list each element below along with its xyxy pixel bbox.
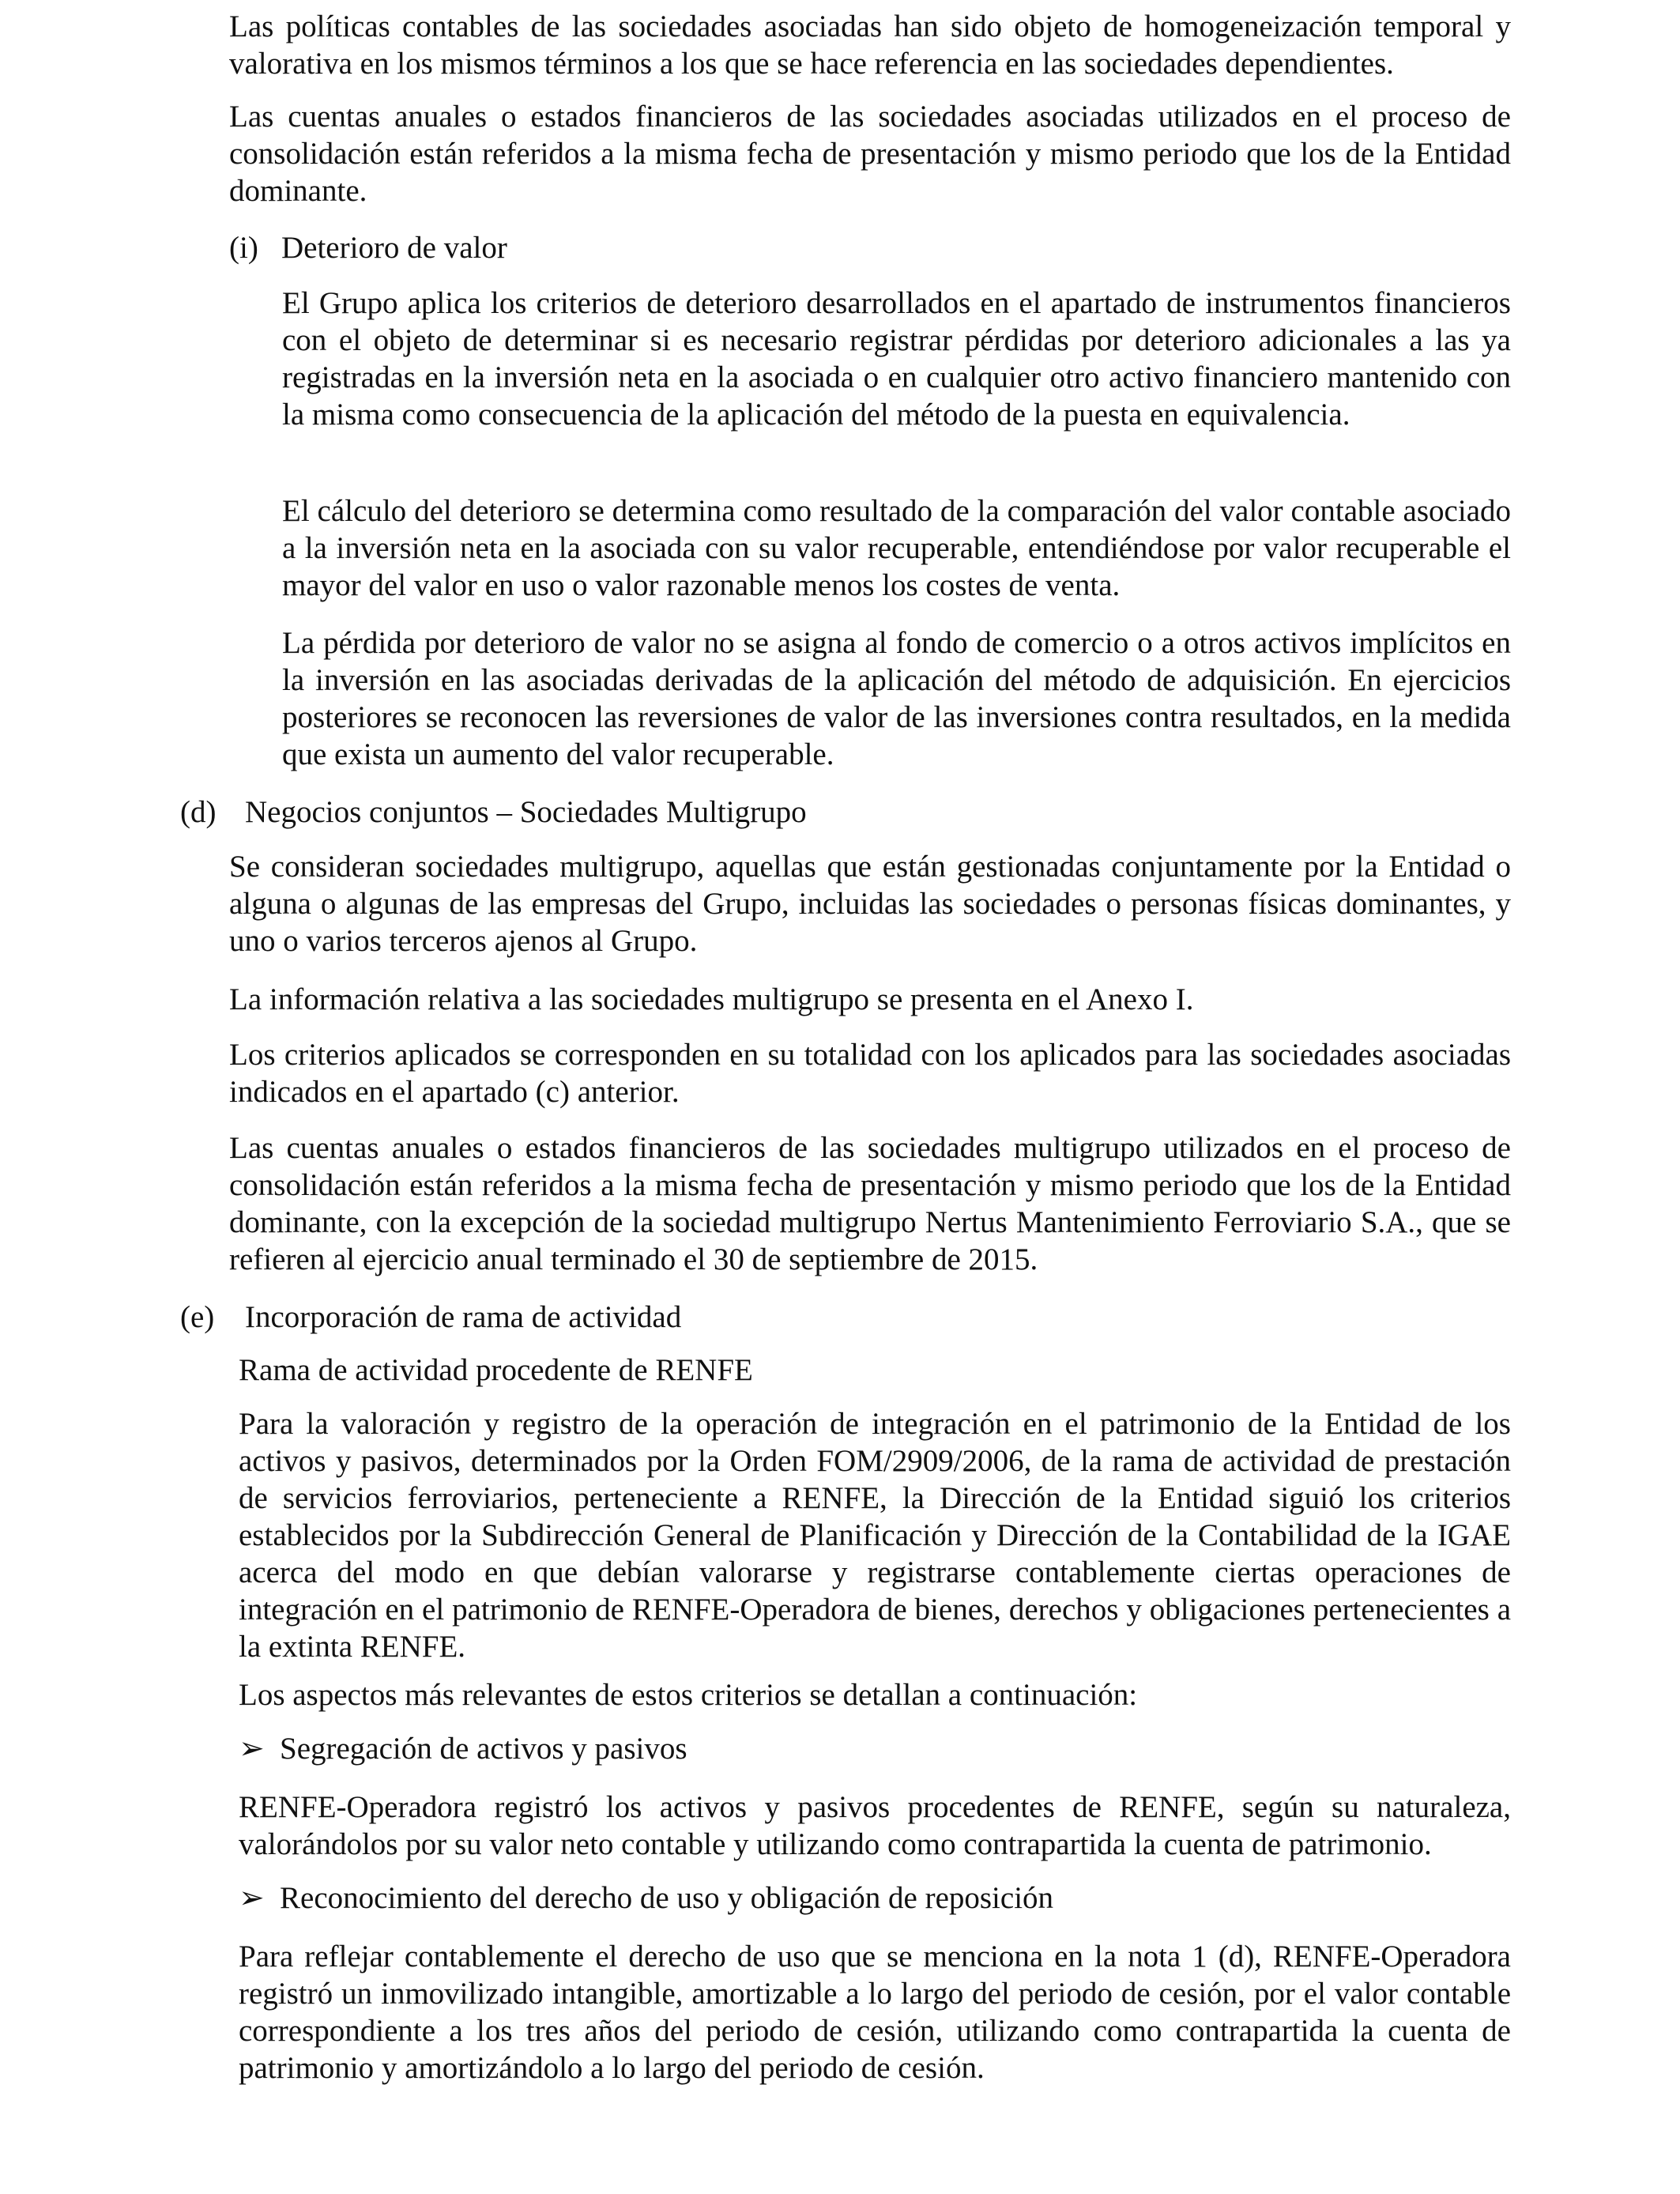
bullet-segregacion	[239, 1730, 687, 1767]
paragraph-sociedades-multigrupo: Se consideran sociedades multigrupo, aquellas que están gestionadas conjuntamente por la Entidad o alguna o algunas de las empresas del Grupo, incluidas las sociedades o personas físicas dominantes, y uno o varios terceros ajenos al Grupo.	[229, 850, 1511, 958]
bullet-reconocimiento	[239, 1879, 1053, 1917]
heading-marker: (d)	[180, 795, 217, 829]
paragraph-calculo-deterioro: El cálculo del deterioro se determina como resultado de la comparación del valor contable asociado a la inversión neta en la asociada con su valor recuperable, entendiéndose por valor recuperable el mayor del valor en uso o valor razonable menos los costes de venta.	[282, 494, 1511, 602]
paragraph-homogeneizacion: Las políticas contables de las sociedades asociadas han sido objeto de homogeneización temporal y valorativa en los mismos términos a los que se hace referencia en las sociedades dependientes.	[229, 9, 1511, 81]
heading-title: Negocios conjuntos – Sociedades Multigrupo	[245, 795, 807, 829]
heading-incorporacion-rama	[180, 1299, 681, 1336]
heading-deterioro-de-valor	[229, 229, 507, 266]
bullet-label: Segregación de activos y pasivos	[280, 1732, 687, 1766]
paragraph-cuentas-asociadas: Las cuentas anuales o estados financieros de las sociedades asociadas utilizados en el proceso de consolidación están referidos a la misma fecha de presentación y mismo periodo que los de la Entidad dominante.	[229, 100, 1511, 208]
arrow-bullet-icon: ➢	[239, 1732, 265, 1766]
heading-title: Deterioro de valor	[281, 231, 507, 265]
heading-negocios-conjuntos	[180, 794, 807, 831]
arrow-bullet-icon: ➢	[239, 1881, 265, 1915]
paragraph-aspectos-relevantes: Los aspectos más relevantes de estos criterios se detallan a continuación:	[239, 1678, 1138, 1712]
bullet-label: Reconocimiento del derecho de uso y obligación de reposición	[280, 1881, 1054, 1915]
heading-title: Incorporación de rama de actividad	[245, 1300, 682, 1334]
paragraph-registro-activos: RENFE-Operadora registró los activos y pasivos procedentes de RENFE, según su naturaleza, valorándolos por su valor neto contable y utilizando como contrapartida la cuenta de patrimonio.	[239, 1790, 1511, 1861]
paragraph-cuentas-multigrupo: Las cuentas anuales o estados financieros de las sociedades multigrupo utilizados en el proceso de consolidación están referidos a la misma fecha de presentación y mismo periodo que los de la Entidad dominante, con la excepción de la sociedad multigrupo Nertus Mantenimiento Ferroviario S.A., que se refieren al ejercicio anual terminado el 30 de septiembre de 2015.	[229, 1131, 1511, 1276]
paragraph-valoracion-registro: Para la valoración y registro de la operación de integración en el patrimonio de la Entidad de los activos y pasivos, determinados por la Orden FOM/2909/2006, de la rama de actividad de prestación de servicios ferroviarios, perteneciente a RENFE, la Dirección de la Entidad siguió los criterios establecidos por la Subdirección General de Planificación y Dirección de la Contabilidad de la IGAE acerca del modo en que debían valorarse y registrarse contablemente ciertas operaciones de integración en el patrimonio de RENFE-Operadora de bienes, derechos y obligaciones pertenecientes a la extinta RENFE.	[239, 1407, 1511, 1664]
paragraph-derecho-de-uso: Para reflejar contablemente el derecho de uso que se menciona en la nota 1 (d), RENFE-Operadora registró un inmovilizado intangible, amortizable a lo largo del periodo de cesión, por el valor contable correspondiente a los tres años del periodo de cesión, utilizando como contrapartida la cuenta de patrimonio y amortizándolo a lo largo del periodo de cesión.	[239, 1940, 1511, 2085]
paragraph-anexo-i: La información relativa a las sociedades multigrupo se presenta en el Anexo I.	[229, 982, 1194, 1016]
paragraph-criterios-aplicados: Los criterios aplicados se corresponden en su totalidad con los aplicados para las sociedades asociadas indicados en el apartado (c) anterior.	[229, 1038, 1511, 1109]
paragraph-perdida-deterioro: La pérdida por deterioro de valor no se asigna al fondo de comercio o a otros activos implícitos en la inversión en las asociadas derivadas de la aplicación del método de adquisición. En ejercicios posteriores se reconocen las reversiones de valor de las inversiones contra resultados, en la medida que exista un aumento del valor recuperable.	[282, 626, 1511, 771]
paragraph-criterios-deterioro: El Grupo aplica los criterios de deterioro desarrollados en el apartado de instrumentos financieros con el objeto de determinar si es necesario registrar pérdidas por deterioro adicionales a las ya registradas en la inversión neta en la asociada o en cualquier otro activo financiero mantenido con la misma como consecuencia de la aplicación del método de la puesta en equivalencia.	[282, 286, 1511, 432]
paragraph-rama-renfe: Rama de actividad procedente de RENFE	[239, 1353, 753, 1387]
heading-marker: (i)	[229, 231, 258, 265]
heading-marker: (e)	[180, 1300, 215, 1334]
